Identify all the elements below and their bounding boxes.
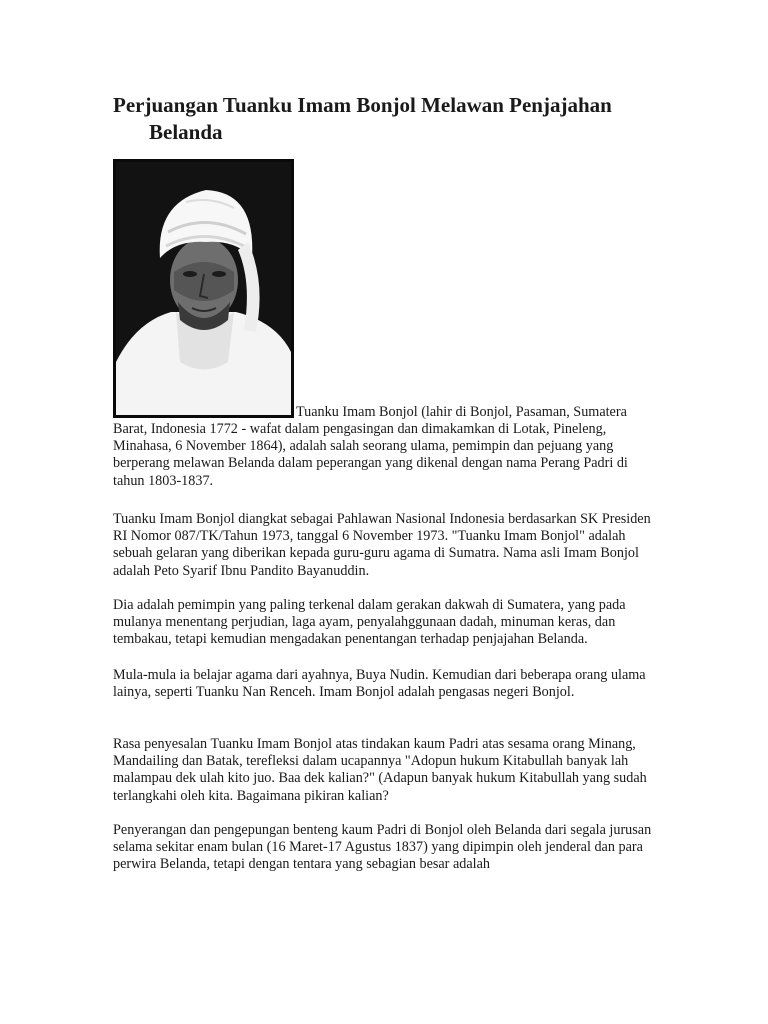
paragraph-5: Rasa penyesalan Tuanku Imam Bonjol atas tindakan kaum Padri atas sesama orang Minang, Mandailing dan Batak, terefleksi dalam ucapannya "Adopun hukum Kitabullah banyak lah malampau dek ulah kito juo. Baa dek kalian?" (Adapun banyak hukum Kitabullah yang sudah terlangkahi oleh kita. Bagaimana pikiran kalian?	[113, 736, 647, 804]
portrait-drawing	[116, 162, 291, 415]
title-line-2: Belanda	[149, 120, 223, 144]
paragraph-2: Tuanku Imam Bonjol diangkat sebagai Pahlawan Nasional Indonesia berdasarkan SK Presiden RI Nomor 087/TK/Tahun 1973, tanggal 6 November 1973. "Tuanku Imam Bonjol" adalah sebuah gelaran yang diberikan kepada guru-guru agama di Sumatra. Nama asli Imam Bonjol adalah Peto Syarif Ibnu Pandito Bayanuddin.	[113, 511, 651, 579]
paragraph-6: Penyerangan dan pengepungan benteng kaum Padri di Bonjol oleh Belanda dari segala jurusan selama sekitar enam bulan (16 Maret-17 Agustus 1837) yang dipimpin oleh jenderal dan para perwira Belanda, tetapi dengan tentara yang sebagian besar adalah	[113, 822, 652, 873]
page-title	[113, 92, 673, 146]
title-line-1: Perjuangan Tuanku Imam Bonjol Melawan Penjajahan	[113, 93, 612, 117]
paragraph-3: Dia adalah pemimpin yang paling terkenal dalam gerakan dakwah di Sumatera, yang pada mulanya menentang perjudian, laga ayam, penyalahggunaan dadah, minuman keras, dan tembakau, tetapi kemudian mengadakan penentangan terhadap penjajahan Belanda.	[113, 597, 626, 648]
portrait-image	[113, 159, 294, 418]
paragraph-1: Barat, Indonesia 1772 - wafat dalam pengasingan dan dimakamkan di Lotak, Pineleng, Minahasa, 6 November 1864), adalah salah seorang ulama, pemimpin dan pejuang yang berperang melawan Belanda dalam peperangan yang dikenal dengan nama Perang Padri di tahun 1803-1837.	[113, 421, 628, 489]
paragraph-1-first-line: Tuanku Imam Bonjol (lahir di Bonjol, Pasaman, Sumatera	[296, 404, 627, 420]
paragraph-4: Mula-mula ia belajar agama dari ayahnya, Buya Nudin. Kemudian dari beberapa orang ulama lainya, seperti Tuanku Nan Renceh. Imam Bonjol adalah pengasas negeri Bonjol.	[113, 667, 646, 701]
